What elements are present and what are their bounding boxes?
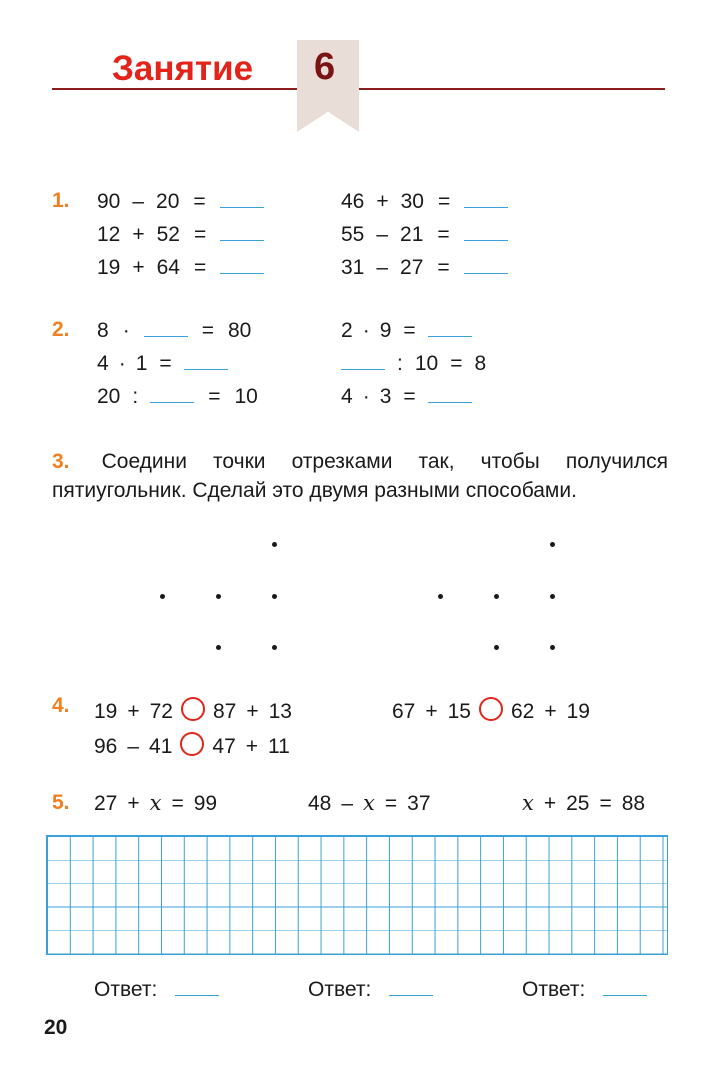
operand: 48 [308, 792, 332, 815]
equals: = [437, 223, 450, 246]
result: 80 [227, 319, 252, 342]
answer-blank[interactable] [341, 351, 385, 370]
comparison-circle[interactable] [180, 732, 204, 756]
result: 37 [407, 792, 431, 815]
operand: 9 [379, 319, 392, 342]
point[interactable] [438, 594, 443, 599]
operator: – [376, 256, 389, 279]
operand: 30 [400, 190, 424, 213]
operand: 13 [268, 700, 292, 723]
answer-blank[interactable] [389, 977, 433, 996]
operand: 20 [97, 385, 121, 408]
task-2-equation [97, 318, 251, 343]
operand: 62 [510, 700, 535, 723]
equals: = [171, 792, 184, 815]
operator: + [132, 223, 145, 246]
operand: 12 [97, 223, 121, 246]
page-number: 20 [44, 1016, 68, 1039]
equals: = [201, 319, 214, 342]
operand: 67 [392, 700, 416, 723]
operand: 64 [156, 256, 180, 279]
equals: = [599, 792, 612, 815]
operand: 47 [212, 735, 236, 758]
variable: x [363, 791, 375, 815]
operand: 27 [94, 792, 118, 815]
operator: – [376, 223, 389, 246]
operand: 4 [97, 352, 109, 375]
task-1-equation [341, 255, 508, 280]
point[interactable] [494, 594, 499, 599]
operand: 10 [414, 352, 439, 375]
task-1-equation [341, 222, 508, 247]
operand: 52 [156, 223, 180, 246]
answer-blank[interactable] [150, 384, 194, 403]
operator: + [127, 700, 140, 723]
operator: – [127, 735, 140, 758]
point[interactable] [272, 594, 277, 599]
answer-blank[interactable] [220, 222, 264, 241]
operand: 11 [268, 735, 290, 758]
task-5-equation [522, 791, 645, 816]
answer-blank[interactable] [220, 255, 264, 274]
answer-blank[interactable] [603, 977, 647, 996]
answer-blank[interactable] [175, 977, 219, 996]
point[interactable] [550, 645, 555, 650]
task-4-comparison [392, 694, 590, 724]
equals: = [403, 319, 416, 342]
equals: = [193, 256, 207, 279]
task-4-comparison [94, 729, 290, 759]
operator: + [246, 700, 259, 723]
operand: 4 [341, 385, 353, 408]
task-5-equation [308, 791, 431, 816]
task-2-equation [97, 351, 228, 376]
operator: + [376, 190, 389, 213]
operator: – [132, 190, 145, 213]
answer-blank[interactable] [428, 318, 472, 337]
answer-blank[interactable] [184, 351, 228, 370]
operator: + [245, 735, 259, 758]
equals: = [193, 223, 207, 246]
equals: = [384, 792, 398, 815]
squared-work-area[interactable] [46, 835, 668, 955]
operand: 8 [97, 319, 109, 342]
answer-blank[interactable] [464, 255, 508, 274]
operand: 2 [341, 319, 353, 342]
result: 88 [621, 792, 646, 815]
equals: = [403, 385, 416, 408]
operand: 21 [400, 223, 424, 246]
answer-blank[interactable] [428, 384, 472, 403]
lesson-number: 6 [314, 46, 336, 88]
operator: – [341, 792, 354, 815]
answer-line [308, 977, 433, 1002]
operator: · [122, 319, 130, 342]
task-1-number: 1. [52, 189, 70, 212]
equals: = [437, 256, 450, 279]
task-1-equation [97, 222, 264, 247]
operand: 31 [341, 256, 365, 279]
header-rule-right [359, 88, 665, 90]
task-2-equation [97, 384, 258, 409]
operator: + [544, 700, 557, 723]
operand: 19 [566, 700, 590, 723]
variable: x [149, 791, 162, 815]
operator: + [132, 256, 145, 279]
task-4-comparison [94, 694, 292, 724]
operand: 55 [341, 223, 365, 246]
operator: + [127, 792, 140, 815]
operand: 1 [135, 352, 148, 375]
answer-line [94, 977, 219, 1002]
task-3-instructions: Соедини точки отрезками так, чтобы получился пятиугольник. Сделай это двумя разными способами. [52, 450, 668, 502]
operator: · [118, 352, 126, 375]
comparison-circle[interactable] [479, 697, 503, 721]
task-2-equation [341, 318, 472, 343]
task-2-number: 2. [52, 318, 70, 341]
answer-line [522, 977, 647, 1002]
result: 8 [474, 352, 487, 375]
operand: 87 [212, 700, 237, 723]
task-4-number: 4. [52, 694, 70, 717]
point[interactable] [550, 542, 555, 547]
equals: = [193, 190, 206, 213]
task-1-equation [341, 189, 508, 214]
operator: : [397, 352, 403, 375]
operand: 19 [94, 700, 118, 723]
task-3-text [52, 447, 668, 505]
point[interactable] [494, 645, 499, 650]
operand: 96 [94, 735, 118, 758]
operand: 15 [447, 700, 471, 723]
answer-blank[interactable] [464, 189, 508, 208]
point[interactable] [216, 594, 221, 599]
answer-blank[interactable] [220, 189, 264, 208]
point[interactable] [272, 542, 277, 547]
point[interactable] [272, 645, 277, 650]
task-2-equation [341, 384, 472, 409]
variable: x [522, 791, 534, 815]
result: 10 [234, 385, 258, 408]
operator: · [362, 385, 370, 408]
operand: 27 [400, 256, 424, 279]
task-5-equation [94, 791, 217, 816]
operand: 25 [566, 792, 590, 815]
operator: · [362, 319, 370, 342]
task-1-equation [97, 189, 264, 214]
task-2-equation [341, 351, 486, 376]
answer-blank[interactable] [144, 318, 188, 337]
operand: 19 [97, 256, 121, 279]
equals: = [450, 352, 463, 375]
operand: 46 [341, 190, 365, 213]
answer-label: Ответ: [94, 978, 158, 1001]
task-1-equation [97, 255, 264, 280]
point[interactable] [160, 594, 165, 599]
task-3-number: 3. [52, 450, 70, 473]
answer-blank[interactable] [464, 222, 508, 241]
point[interactable] [550, 594, 555, 599]
point[interactable] [216, 645, 221, 650]
answer-label: Ответ: [308, 978, 372, 1001]
equals: = [437, 190, 451, 213]
operand: 72 [149, 700, 173, 723]
comparison-circle[interactable] [181, 697, 205, 721]
operand: 20 [156, 190, 180, 213]
operand: 90 [97, 190, 121, 213]
operator: + [543, 792, 557, 815]
equals: = [208, 385, 221, 408]
task-5-number: 5. [52, 791, 70, 814]
result: 99 [193, 792, 218, 815]
equals: = [159, 352, 172, 375]
operator: : [132, 385, 139, 408]
answer-label: Ответ: [522, 978, 586, 1001]
operator: + [425, 700, 438, 723]
operand: 41 [149, 735, 173, 758]
lesson-title: Занятие [112, 49, 254, 88]
operand: 3 [379, 385, 392, 408]
